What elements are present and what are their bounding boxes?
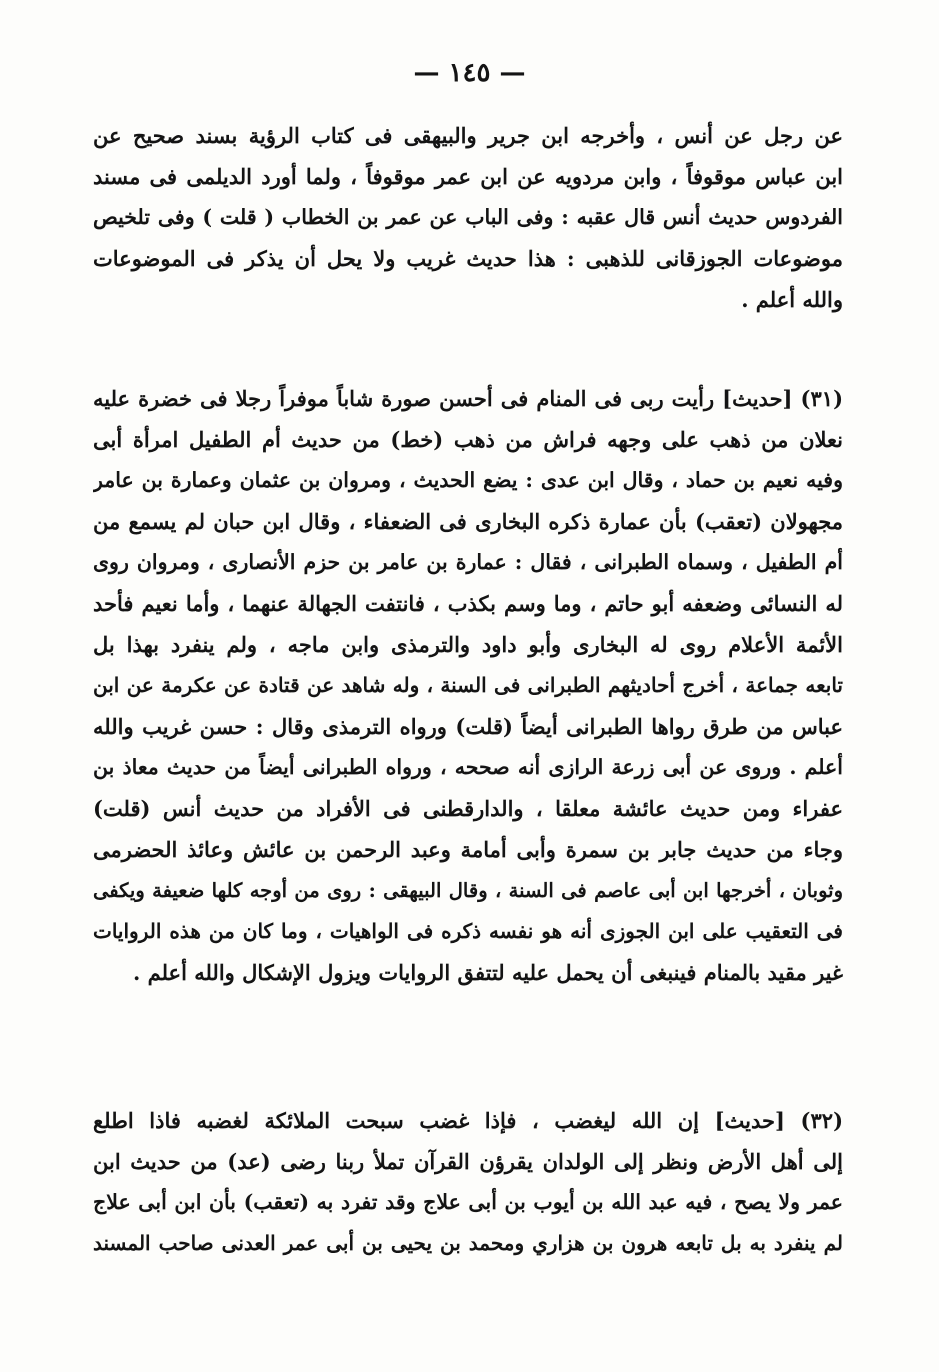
text-line: لم ينفرد به بل تابعه هرون بن هزاري ومحمد بن يحيى بن أبى عمر العدنى صاحب المسند [93, 1231, 843, 1255]
page-number: — ١٤٥ — [413, 58, 526, 88]
text-line: عمر ولا يصح ، فيه عبد الله بن أيوب بن أبى علاج وقد تفرد به (تعقب) بأن ابن أبى علاج [93, 1190, 843, 1214]
text-line: وفيه نعيم بن حماد ، وقال ابن عدى : يضع الحديث ، ومروان بن عثمان وعمارة بن عامر [93, 468, 843, 492]
text-line: الفردوس حديث أنس قال عقبه : وفى الباب عن عمر بن الخطاب ( قلت ) وفى تلخيص [93, 205, 843, 229]
text-line: والله أعلم . [741, 287, 843, 312]
text-line: أعلم . وروى عن أبى زرعة الرازى أنه صححه ، ورواه الطبرانى أيضاً من حديث معاذ بن [93, 755, 843, 779]
text-line: عن رجل عن أنس ، وأخرجه ابن جرير والبيهقى فى كتاب الرؤية بسند صحيح عن [93, 123, 843, 148]
text-line: وثوبان ، أخرجها ابن أبى عاصم فى السنة ، وقال البيهقى : روى من أوجه كلها ضعيفة ويكفى [93, 879, 843, 902]
text-line: مجهولان (تعقب) بأن عمارة ذكره البخارى فى الضعفاء ، وقال ابن حبان لم يسمع من [93, 509, 843, 534]
text-line: تابعه جماعة ، أخرج أحاديثهم الطبرانى فى السنة ، وله شاهد عن قتادة عن عكرمة عن ابن [93, 673, 843, 697]
hadith-entry-31 [93, 378, 843, 993]
text-line: إلى أهل الأرض ونظر إلى الولدان يقرؤن القرآن تملأ ربنا رضى (عد) من حديث ابن [93, 1149, 843, 1174]
text-line: وجاء من حديث جابر بن سمرة وأبى أمامة وعبد الرحمن بن عائش وعائذ الحضرمى [93, 837, 843, 862]
text-line: عباس من طرق رواها الطبرانى أيضاً (قلت) ورواه الترمذى وقال : حسن غريب والله [93, 714, 843, 739]
text-line: (٣٢) [حديث] إن الله ليغضب ، فإذا غضب سبحت الملائكة لغضبه فاذا اطلع [93, 1108, 843, 1133]
text-line: غير مقيد بالمنام فينبغى أن يحمل عليه لتتفق الروايات ويزول الإشكال والله أعلم . [132, 960, 843, 985]
text-line: أم الطفيل ، وسماه الطبرانى ، فقال : عمارة بن عامر بن حزم الأنصارى ، ومروان روى [93, 550, 843, 574]
paragraph-continuation [93, 115, 843, 320]
hadith-entry-32 [93, 1100, 843, 1264]
text-line: موضوعات الجوزقانى للذهبى : هذا حديث غريب ولا يحل أن يذكر فى الموضوعات [93, 246, 843, 271]
text-line: فى التعقيب على ابن الجوزى أنه هو نفسه ذكره فى الواهيات ، وما كان من هذه الروايات [93, 919, 843, 943]
text-line: ابن عباس موقوفاً ، وابن مردويه عن ابن عمر موقوفاً ، ولما أورد الديلمى فى مسند [93, 164, 843, 189]
text-line: (٣١) [حديث] رأيت ربى فى المنام فى أحسن صورة شاباً موفراً رجلا فى خضرة عليه [93, 386, 843, 411]
text-line: له النسائى وضعفه أبو حاتم ، وما وسم بكذب ، فانتفت الجهالة عنهما ، وأما نعيم فأحد [93, 591, 843, 616]
text-line: نعلان من ذهب على وجهه فراش من ذهب (خط) من حديث أم الطفيل امرأة أبى [93, 427, 843, 452]
text-line: الأئمة الأعلام روى له البخارى وأبو داود والترمذى وابن ماجه ، ولم ينفرد بهذا بل [93, 632, 843, 657]
text-line: عفراء ومن حديث عائشة معلقا ، والدارقطنى فى الأفراد من حديث أنس (قلت) [93, 796, 843, 821]
